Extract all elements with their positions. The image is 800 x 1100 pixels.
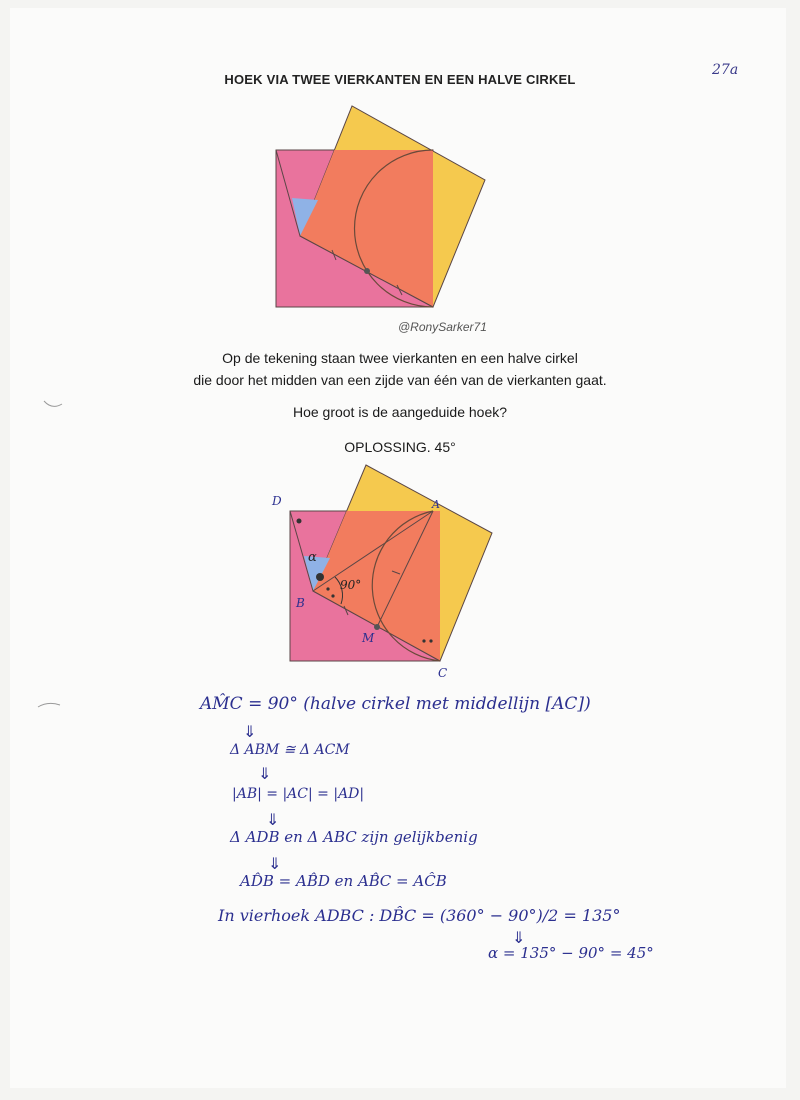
handwriting-line-7: α = 135° − 90° = 45°	[488, 944, 654, 962]
dot-marker	[326, 587, 329, 590]
handwriting-arrow-2: ⇓	[258, 764, 272, 783]
solution-header: OPLOSSING. 45°	[344, 439, 456, 455]
dot-marker	[331, 594, 334, 597]
author-credit: @RonySarker71	[398, 320, 487, 334]
page-title: HOEK VIA TWEE VIERKANTEN EN EEN HALVE CIRKEL	[224, 72, 576, 87]
handwriting-line-5: AD̂B = AB̂D en AB̂C = AĈB	[240, 872, 447, 890]
label-m: M	[362, 631, 375, 645]
page-number: 27a	[712, 62, 739, 78]
label-d: D	[272, 494, 282, 508]
description-line-2: die door het midden van een zijde van één van de vierkanten gaat.	[193, 372, 607, 388]
margin-mark	[38, 703, 60, 707]
handwriting-line-4: Δ ADB en Δ ABC zijn gelijkbenig	[230, 828, 478, 846]
label-b: B	[296, 596, 305, 610]
handwriting-line-6: In vierhoek ADBC : DB̂C = (360° − 90°)/2 = 135°	[218, 906, 621, 925]
description-line-1: Op de tekening staan twee vierkanten en een halve cirkel	[222, 350, 578, 366]
point-m	[364, 268, 370, 274]
label-a: A	[432, 498, 440, 511]
question-text: Hoe groot is de aangeduide hoek?	[292, 404, 508, 420]
handwriting-line-3: |AB| = |AC| = |AD|	[232, 786, 365, 802]
handwriting-arrow-3: ⇓	[266, 810, 280, 829]
dot-marker	[316, 573, 324, 581]
label-c: C	[438, 666, 448, 680]
handwriting-arrow-1: ⇓	[243, 722, 257, 741]
handwriting-line-1: AM̂C = 90° (halve cirkel met middellijn [AC])	[200, 694, 591, 714]
label-90-degrees: 90°	[340, 578, 362, 592]
dot-marker	[429, 639, 432, 642]
point-m-2	[374, 624, 380, 630]
handwriting-arrow-5: ⇓	[512, 928, 526, 947]
dot-marker	[422, 639, 425, 642]
label-alpha: α	[308, 550, 317, 565]
dot-marker	[297, 519, 302, 524]
handwriting-arrow-4: ⇓	[268, 854, 282, 873]
handwriting-line-2: Δ ABM ≅ Δ ACM	[230, 742, 350, 758]
